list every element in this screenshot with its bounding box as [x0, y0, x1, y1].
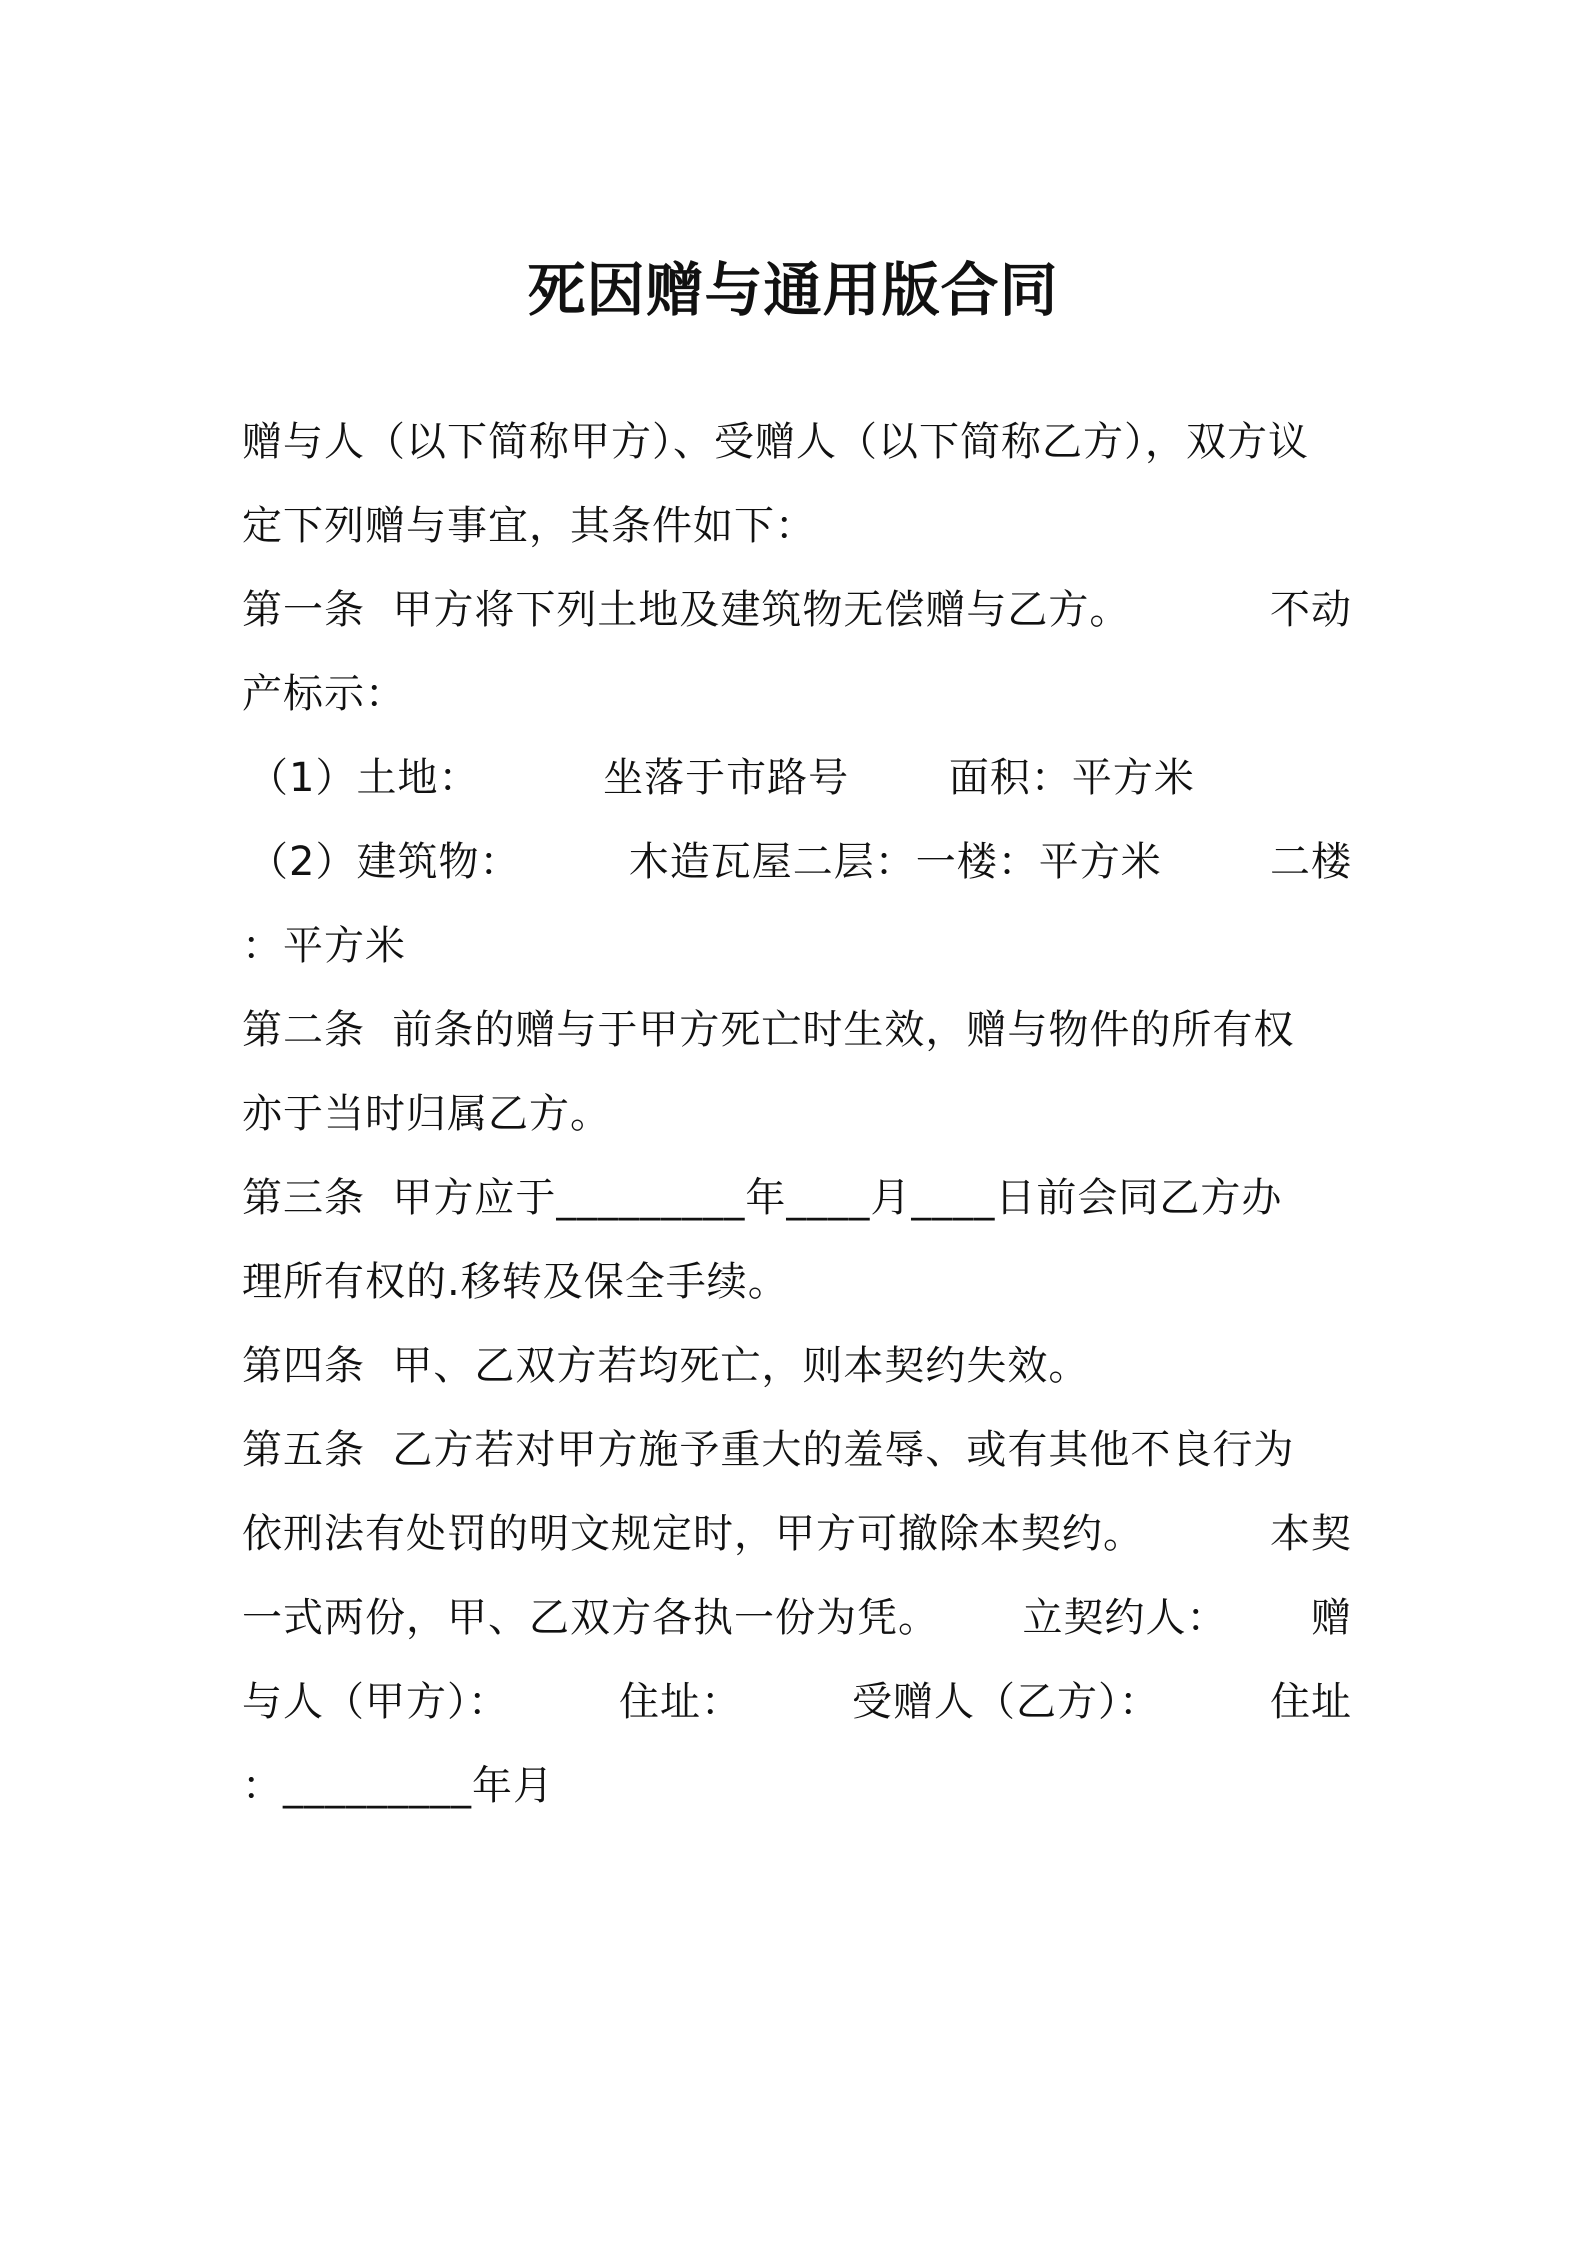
text-segment: ：平方米: [242, 923, 406, 969]
text-segment: 赠: [1311, 1595, 1352, 1641]
text-segment: 第一条 甲方将下列土地及建筑物无偿赠与乙方。: [242, 587, 1131, 633]
text-segment: 定下列赠与事宜，其条件如下：: [242, 503, 816, 549]
paragraph-line: [242, 1336, 1352, 1396]
paragraph-line: [242, 1000, 1352, 1060]
text-segment: 住址：: [619, 1679, 742, 1725]
text-segment: 第五条 乙方若对甲方施予重大的羞辱、或有其他不良行为: [242, 1427, 1295, 1473]
paragraph-line: [242, 1672, 1352, 1732]
text-segment: 二楼: [1269, 839, 1352, 885]
text-segment: 住址: [1270, 1679, 1352, 1725]
text-segment: 一式两份，甲、乙双方各执一份为凭。: [242, 1595, 939, 1641]
text-segment: 与人（甲方）：: [242, 1679, 509, 1725]
document-title: 死因赠与通用版合同: [527, 256, 1059, 324]
text-segment: 受赠人（乙方）：: [852, 1679, 1160, 1725]
paragraph-line: [242, 496, 1352, 556]
paragraph-line: [242, 1756, 1352, 1816]
paragraph-line: [242, 1504, 1352, 1564]
text-segment: 亦于当时归属乙方。: [242, 1091, 611, 1137]
text-segment: 木造瓦屋二层：一楼：平方米: [628, 839, 1162, 885]
text-segment: 不动: [1270, 587, 1352, 633]
paragraph-line: [242, 1252, 1352, 1312]
text-segment: 理所有权的.移转及保全手续。: [242, 1259, 789, 1305]
text-segment: （2）建筑物：: [248, 839, 521, 885]
paragraph-line: [242, 580, 1352, 640]
paragraph-line: [242, 1168, 1352, 1228]
text-segment: 第三条 甲方应于_________年____月____日前会同乙方办: [242, 1175, 1283, 1221]
paragraph-line: [248, 748, 1358, 808]
text-segment: 坐落于市路号: [603, 755, 850, 801]
text-segment: 立契约人：: [1022, 1595, 1228, 1641]
text-segment: ：_________年月: [242, 1763, 554, 1809]
text-segment: （1）土地：: [248, 755, 480, 801]
text-segment: 第二条 前条的赠与于甲方死亡时生效，赠与物件的所有权: [242, 1007, 1295, 1053]
paragraph-line: [242, 412, 1352, 472]
text-segment: 赠与人（以下简称甲方）、受赠人（以下简称乙方），双方议: [242, 419, 1309, 465]
paragraph-line: [242, 1084, 1352, 1144]
paragraph-line: [242, 1420, 1352, 1480]
text-segment: 第四条 甲、乙双方若均死亡，则本契约失效。: [242, 1343, 1090, 1389]
paragraph-line: [242, 916, 1352, 976]
text-segment: 产标示：: [242, 671, 406, 717]
text-segment: 依刑法有处罚的明文规定时，甲方可撤除本契约。: [242, 1511, 1144, 1557]
text-segment: 本契: [1270, 1511, 1352, 1557]
paragraph-line: [242, 664, 1352, 724]
paragraph-line: [242, 1588, 1352, 1648]
paragraph-line: [248, 832, 1352, 892]
text-segment: 面积：平方米: [948, 755, 1195, 801]
